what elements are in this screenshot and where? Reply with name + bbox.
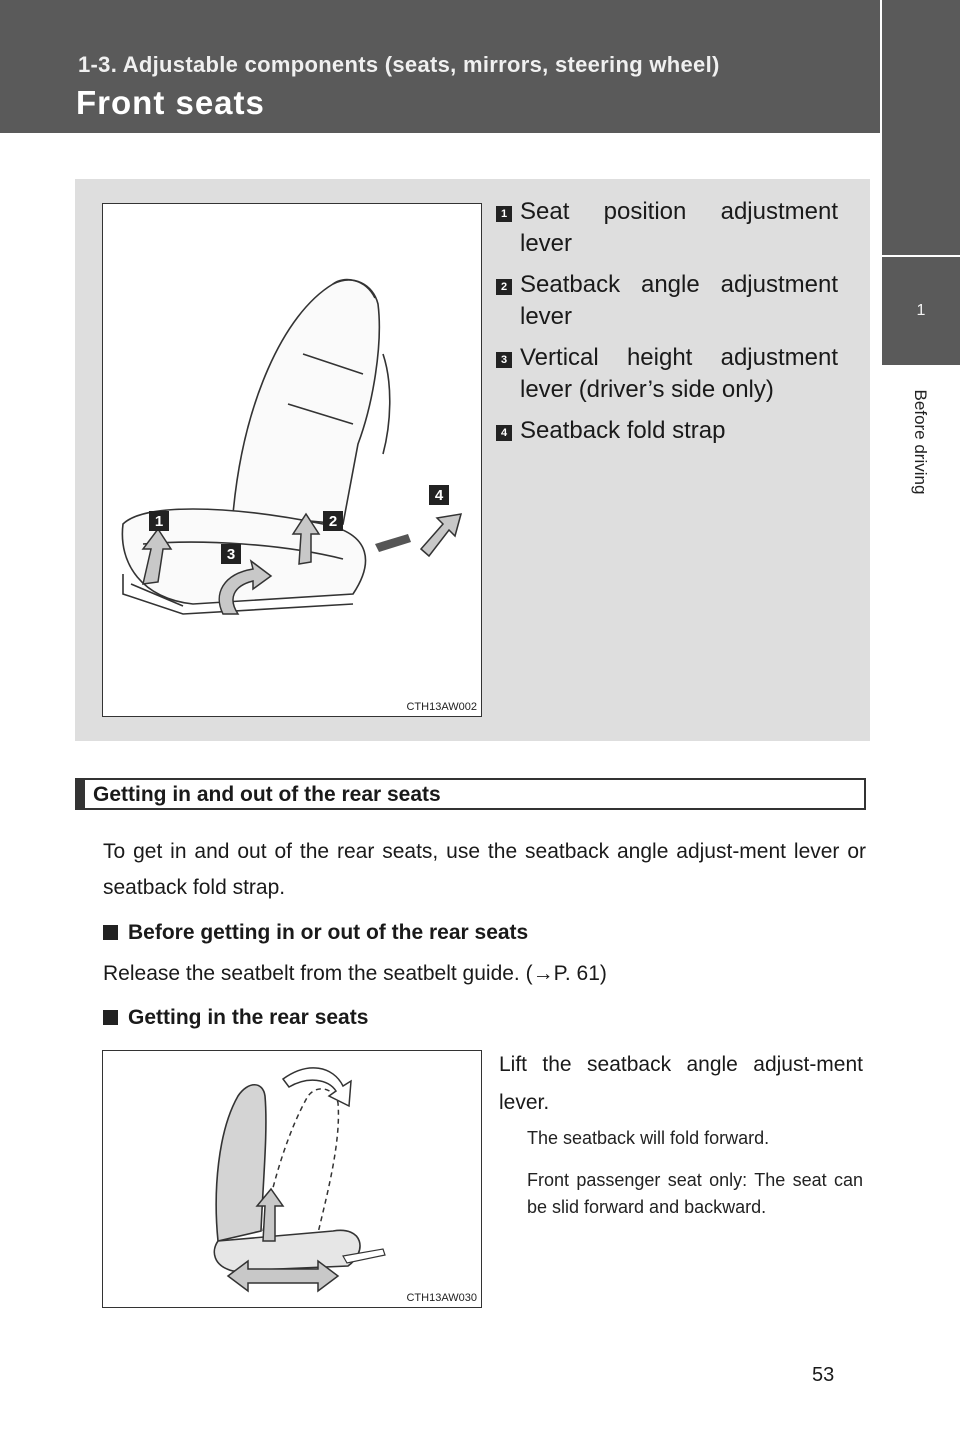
callout-2: 2 [328, 513, 338, 530]
section-heading-text: Getting in and out of the rear seats [93, 783, 441, 806]
chapter-number-tab: 1 [882, 257, 960, 365]
figure-code: CTH13AW002 [406, 701, 477, 713]
callout-3: 3 [226, 546, 236, 563]
arrow-4 [421, 514, 461, 556]
figure-code: CTH13AW030 [406, 1292, 477, 1304]
subsection-heading [103, 921, 528, 945]
seat-drawing [103, 204, 481, 716]
side-tab-bar [882, 0, 960, 255]
seat-fold-figure [102, 1050, 482, 1308]
intro-paragraph: To get in and out of the rear seats, use the seatback angle adjust-ment lever or seatback fold strap. [103, 840, 866, 899]
legend-number: 2 [496, 279, 512, 295]
subsection-heading [103, 1006, 368, 1030]
square-bullet-icon [103, 925, 118, 940]
legend-item [496, 196, 838, 260]
subsection-heading-text: Getting in the rear seats [128, 1006, 369, 1029]
legend-text: Seatback fold strap [520, 417, 726, 444]
subsection-text: Release the seatbelt from the seatbelt guide. (→P. 61) [103, 962, 607, 985]
note-text: Front passenger seat only: The seat can be slid forward and backward. [527, 1170, 863, 1217]
seat-fold-drawing [103, 1051, 481, 1307]
legend-number: 3 [496, 352, 512, 368]
legend-item [496, 269, 838, 333]
component-legend [496, 196, 838, 456]
callout-1: 1 [154, 513, 164, 530]
note-text: The seatback will fold forward. [527, 1128, 770, 1148]
instruction-text: Lift the seatback angle adjust-ment lever. [499, 1053, 863, 1114]
chapter-label: Before driving [911, 389, 930, 495]
seat-adjustment-figure [102, 203, 482, 717]
legend-item [496, 342, 838, 406]
section-heading [75, 778, 866, 810]
legend-item [496, 415, 838, 447]
square-bullet-icon [103, 1010, 118, 1025]
legend-text: Seat position adjustment lever [520, 198, 838, 257]
page-number: 53 [812, 1364, 835, 1386]
page-title: Front seats [76, 84, 265, 121]
legend-number: 4 [496, 425, 512, 441]
legend-number: 1 [496, 206, 512, 222]
callout-4: 4 [434, 487, 444, 504]
page-header [0, 0, 880, 133]
section-title: 1-3. Adjustable components (seats, mirrors, steering wheel) [78, 52, 720, 77]
legend-text: Vertical height adjustment lever (driver’s side only) [520, 344, 838, 403]
heading-bar [77, 780, 85, 808]
legend-text: Seatback angle adjustment lever [520, 271, 838, 330]
subsection-heading-text: Before getting in or out of the rear seats [128, 921, 529, 944]
